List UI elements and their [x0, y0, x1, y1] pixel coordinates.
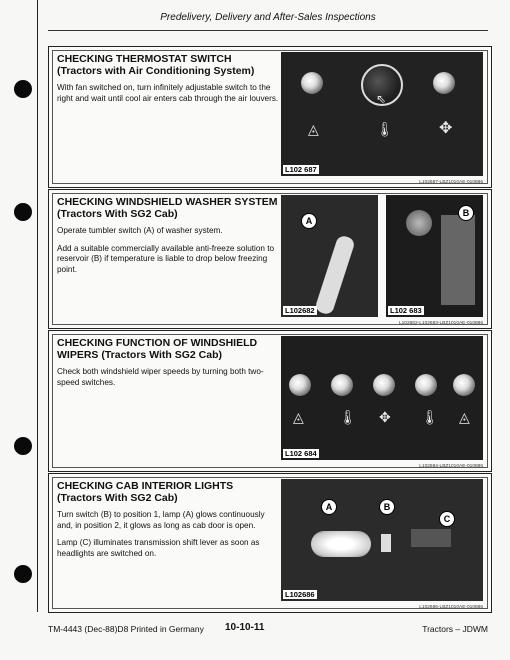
callout-a: A: [321, 499, 337, 515]
margin-rule: [37, 0, 38, 612]
callout-a: A: [301, 213, 317, 229]
figure-code: L102686-LBZ1010AE-010886: [419, 605, 483, 610]
wiper-switch-photo: [281, 336, 483, 460]
panel-dial: [373, 374, 395, 396]
header-rule: [48, 30, 488, 31]
section-thermostat: [48, 46, 492, 188]
section-interior-lights: [48, 473, 492, 613]
section-washer: [48, 189, 492, 329]
dome-lamp: [311, 531, 371, 557]
photo-label: L102 683: [390, 306, 422, 315]
arrow-icon: ⇖: [376, 92, 387, 106]
reservoir-photo: [386, 195, 483, 317]
footer-right: Tractors – JDWM: [422, 624, 488, 634]
fan-icon: ✥: [439, 120, 453, 137]
temperature-icon: 🌡: [376, 121, 394, 137]
figure-code: L102687-LBZ1010AE-010886: [419, 180, 483, 185]
page-header: Predelivery, Delivery and After-Sales Inspections: [160, 12, 376, 23]
section-paragraph: Operate tumbler switch (A) of washer system.: [57, 226, 223, 235]
temperature-icon: 🌡: [339, 409, 357, 425]
reservoir-cap: [406, 210, 432, 236]
section-title: CHECKING CAB INTERIOR LIGHTS (Tractors With SG2 Cab): [57, 480, 234, 504]
section-paragraph: Check both windshield wiper speeds by turning both two-speed switches.: [57, 367, 264, 387]
photo-label: L102682: [285, 306, 315, 315]
photo-label: L102686: [285, 590, 315, 599]
figure-code: L102682-L102683-LBZ1010AE-010886: [398, 321, 483, 326]
light-switch: [381, 534, 391, 552]
section-paragraph: Lamp (C) illuminates transmission shift lever as soon as headlights are switched on.: [57, 538, 260, 558]
fan-icon: ✥: [379, 409, 391, 425]
photo-label: L102 687: [285, 165, 317, 174]
panel-dial: [331, 374, 353, 396]
binding-hole: [14, 203, 32, 221]
binding-hole: [14, 565, 32, 583]
section-paragraph: With fan switched on, turn infinitely adjustable switch to the right and wait until cool air enters cab through the air louvers.: [57, 83, 279, 103]
section-title: CHECKING WINDSHIELD WASHER SYSTEM (Tractors With SG2 Cab): [57, 196, 278, 220]
footer-page-number: 10-10-11: [225, 622, 265, 633]
washer-switch-photo: [281, 195, 378, 317]
wiper-icon: ◬: [459, 409, 470, 425]
callout-b: B: [458, 205, 474, 221]
section-title: CHECKING THERMOSTAT SWITCH (Tractors with Air Conditioning System): [57, 53, 255, 77]
wiper-icon: ◬: [308, 121, 319, 137]
binding-hole: [14, 80, 32, 98]
fan-dial: [301, 72, 323, 94]
panel-dial: [415, 374, 437, 396]
temperature-icon: 🌡: [421, 409, 439, 425]
blower-dial: [433, 72, 455, 94]
section-wipers: [48, 330, 492, 472]
wiper-icon: ◬: [293, 409, 304, 425]
shift-lever-lamp: [411, 529, 451, 547]
section-paragraph: Turn switch (B) to position 1, lamp (A) glows continuously and, in position 2, it glows as long as cab door is open.: [57, 510, 265, 530]
photo-label: L102 684: [285, 449, 317, 458]
section-paragraph: Add a suitable commercially available anti-freeze solution to reservoir (B) if temperature is liable to drop below freezing point.: [57, 243, 275, 274]
interior-lights-photo: [281, 479, 483, 601]
thermostat-photo: [281, 52, 483, 176]
wiper-dial-right: [453, 374, 475, 396]
wiper-dial-left: [289, 374, 311, 396]
binding-hole: [14, 437, 32, 455]
section-title: CHECKING FUNCTION OF WINDSHIELD WIPERS (Tractors With SG2 Cab): [57, 337, 258, 361]
footer-left: TM-4443 (Dec-88)D8 Printed in Germany: [48, 624, 204, 634]
callout-c: C: [439, 511, 455, 527]
switch-lever: [314, 234, 356, 316]
figure-code: L102684-LBZ1010AE-010886: [419, 464, 483, 469]
reservoir-tank: [441, 215, 475, 305]
callout-b: B: [379, 499, 395, 515]
